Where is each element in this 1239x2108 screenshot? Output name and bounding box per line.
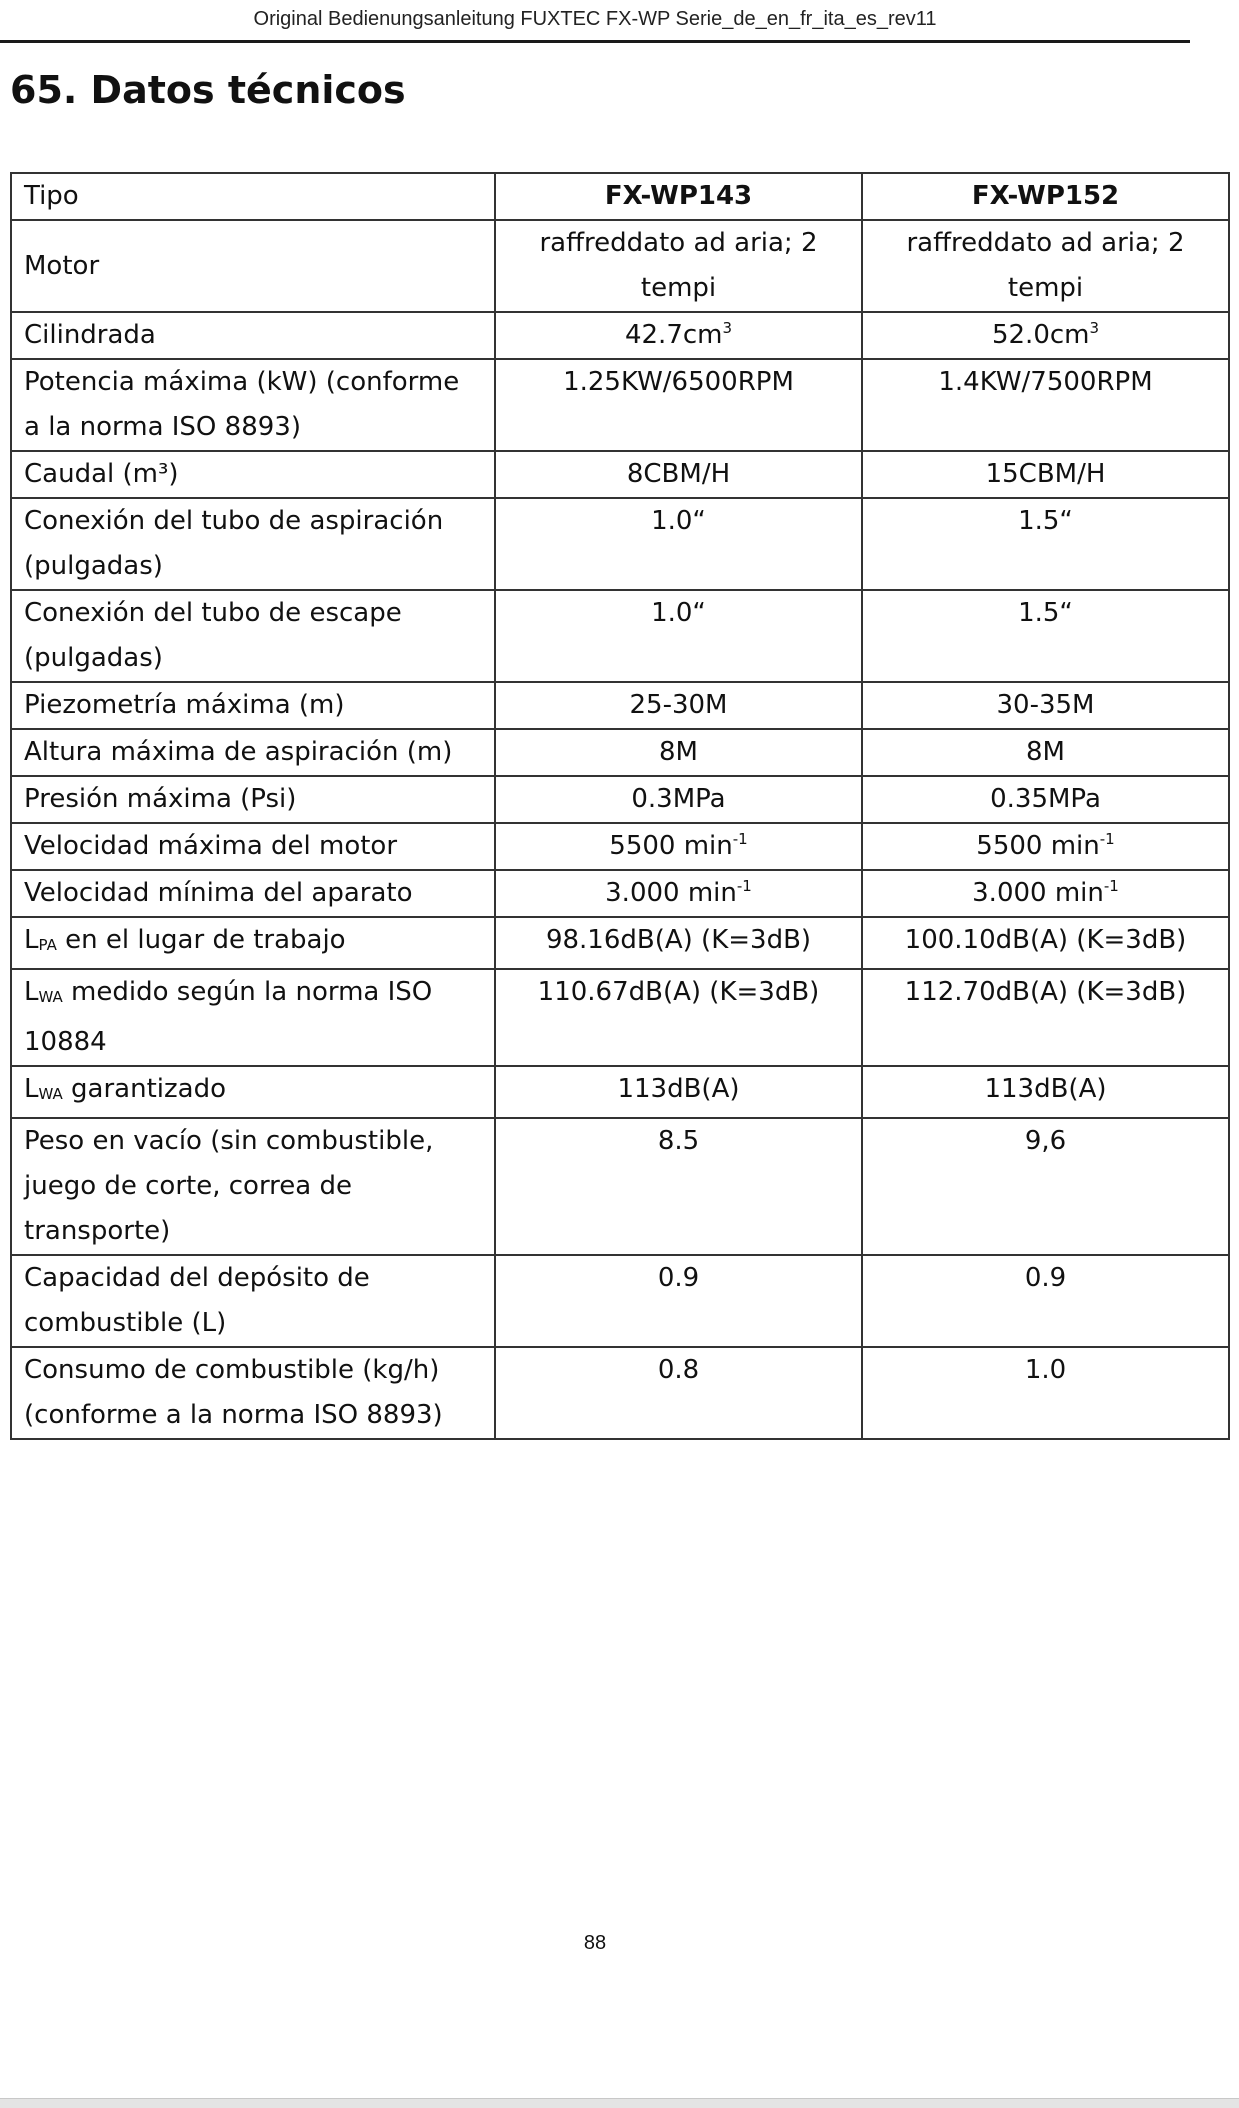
value-text: 5500 min	[976, 831, 1100, 861]
value-fx-wp143: 0.9	[495, 1255, 862, 1347]
value-fx-wp143: 0.8	[495, 1347, 862, 1439]
value-fx-wp152	[862, 870, 1229, 917]
value-fx-wp152	[862, 312, 1229, 359]
row-label: Motor	[11, 220, 495, 312]
row-label: Cilindrada	[11, 312, 495, 359]
value-fx-wp143	[495, 823, 862, 870]
value-fx-wp143: 8CBM/H	[495, 451, 862, 498]
table-row	[11, 776, 1229, 823]
table-row	[11, 1066, 1229, 1118]
value-fx-wp152: raffreddato ad aria; 2 tempi	[862, 220, 1229, 312]
table-row	[11, 359, 1229, 451]
table-row	[11, 682, 1229, 729]
value-fx-wp152: 1.5“	[862, 498, 1229, 590]
value-fx-wp143: 110.67dB(A) (K=3dB)	[495, 969, 862, 1066]
value-fx-wp152: 8M	[862, 729, 1229, 776]
value-fx-wp152: 0.9	[862, 1255, 1229, 1347]
table-row	[11, 917, 1229, 969]
technical-data-table	[10, 172, 1230, 1440]
value-fx-wp143: raffreddato ad aria; 2 tempi	[495, 220, 862, 312]
value-fx-wp152: 1.5“	[862, 590, 1229, 682]
value-fx-wp143: 98.16dB(A) (K=3dB)	[495, 917, 862, 969]
table-row	[11, 498, 1229, 590]
row-label: Potencia máxima (kW) (conforme a la norma ISO 8893)	[11, 359, 495, 451]
row-label: Conexión del tubo de aspiración (pulgadas)	[11, 498, 495, 590]
row-label	[11, 1066, 495, 1118]
value-fx-wp143	[495, 312, 862, 359]
row-label: Piezometría máxima (m)	[11, 682, 495, 729]
value-fx-wp152	[862, 823, 1229, 870]
table-row	[11, 1347, 1229, 1439]
row-label: Consumo de combustible (kg/h) (conforme a la norma ISO 8893)	[11, 1347, 495, 1439]
page-number: 88	[583, 1932, 607, 1954]
row-label: Peso en vacío (sin combustible, juego de corte, correa de transporte)	[11, 1118, 495, 1255]
table-header-row	[11, 173, 1229, 220]
table-row	[11, 312, 1229, 359]
table-row	[11, 823, 1229, 870]
value-fx-wp143: 1.25KW/6500RPM	[495, 359, 862, 451]
document-header: Original Bedienungsanleitung FUXTEC FX-WP Serie_de_en_fr_ita_es_rev11	[0, 0, 1190, 43]
label-subscript: PA	[38, 936, 57, 954]
value-fx-wp152: 9,6	[862, 1118, 1229, 1255]
column-header-fx-wp143: FX-WP143	[495, 173, 862, 220]
value-fx-wp143	[495, 870, 862, 917]
row-label	[11, 969, 495, 1066]
label-subscript: WA	[38, 988, 63, 1006]
table-row	[11, 729, 1229, 776]
table-row	[11, 451, 1229, 498]
unit-superscript: -1	[736, 877, 752, 895]
value-fx-wp143: 8.5	[495, 1118, 862, 1255]
column-header-tipo: Tipo	[11, 173, 495, 220]
label-main: L	[24, 977, 39, 1007]
row-label: Presión máxima (Psi)	[11, 776, 495, 823]
table-row	[11, 1118, 1229, 1255]
unit-superscript: 3	[722, 319, 733, 337]
unit-superscript: -1	[1103, 877, 1119, 895]
row-label: Altura máxima de aspiración (m)	[11, 729, 495, 776]
row-label	[11, 917, 495, 969]
unit-superscript: -1	[732, 830, 748, 848]
value-fx-wp143: 113dB(A)	[495, 1066, 862, 1118]
row-label: Capacidad del depósito de combustible (L)	[11, 1255, 495, 1347]
value-fx-wp143: 1.0“	[495, 498, 862, 590]
value-fx-wp143: 8M	[495, 729, 862, 776]
label-main: L	[24, 1074, 39, 1104]
value-fx-wp152: 112.70dB(A) (K=3dB)	[862, 969, 1229, 1066]
section-title: 65. Datos técnicos	[10, 68, 406, 112]
label-subscript: WA	[38, 1085, 63, 1103]
value-fx-wp143: 25-30M	[495, 682, 862, 729]
unit-superscript: 3	[1089, 319, 1100, 337]
table-row	[11, 1255, 1229, 1347]
row-label: Caudal (m³)	[11, 451, 495, 498]
value-fx-wp143: 0.3MPa	[495, 776, 862, 823]
label-main: L	[24, 925, 39, 955]
value-fx-wp152: 1.0	[862, 1347, 1229, 1439]
value-text: 3.000 min	[605, 878, 737, 908]
row-label: Conexión del tubo de escape (pulgadas)	[11, 590, 495, 682]
table-row	[11, 969, 1229, 1066]
table-row	[11, 870, 1229, 917]
value-fx-wp143: 1.0“	[495, 590, 862, 682]
label-rest: garantizado	[62, 1074, 226, 1104]
column-header-fx-wp152: FX-WP152	[862, 173, 1229, 220]
unit-superscript: -1	[1099, 830, 1115, 848]
value-fx-wp152: 30-35M	[862, 682, 1229, 729]
value-text: 5500 min	[609, 831, 733, 861]
value-text: 42.7cm	[624, 320, 723, 350]
label-rest: en el lugar de trabajo	[56, 925, 346, 955]
row-label: Velocidad mínima del aparato	[11, 870, 495, 917]
value-fx-wp152: 100.10dB(A) (K=3dB)	[862, 917, 1229, 969]
value-text: 52.0cm	[991, 320, 1090, 350]
value-fx-wp152: 113dB(A)	[862, 1066, 1229, 1118]
row-label: Velocidad máxima del motor	[11, 823, 495, 870]
value-text: 3.000 min	[972, 878, 1104, 908]
table-row	[11, 220, 1229, 312]
value-fx-wp152: 1.4KW/7500RPM	[862, 359, 1229, 451]
value-fx-wp152: 15CBM/H	[862, 451, 1229, 498]
table-row	[11, 590, 1229, 682]
value-fx-wp152: 0.35MPa	[862, 776, 1229, 823]
label-rest: medido según la norma ISO 10884	[24, 977, 433, 1057]
